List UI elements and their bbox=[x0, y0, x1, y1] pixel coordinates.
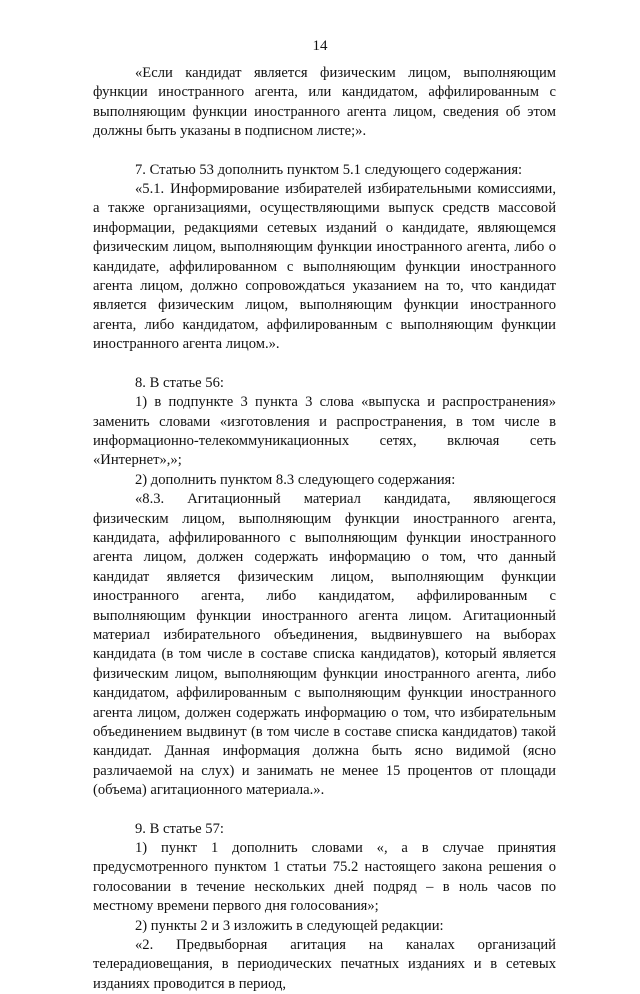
paragraph: «5.1. Информирование избирателей избирательными комиссиями, а также организациями, осуществляющими выпуск средств массовой информации, редакциями сетевых изданий о кандидате, являющемся физическим лицом, выполняющим функции иностранного агента, либо о кандидате, аффилированном с выполняющим функции иностранного агента лицом, должно сопровождаться указанием на то, что кандидат является физическим лицом, выполняющим функции иностранного агента, либо кандидатом, аффилированным с выполняющим функции иностранного агента лицом.». bbox=[93, 181, 556, 353]
paragraph: 1) пункт 1 дополнить словами «, а в случае принятия предусмотренного пунктом 1 статьи 75.2 настоящего закона решения о голосовании в течение нескольких дней подряд – в ноль часов по местному времени первого дня голосования»; bbox=[93, 840, 556, 915]
paragraph: «8.3. Агитационный материал кандидата, являющегося физическим лицом, выполняющим функции иностранного агента, кандидата, аффилированного с выполняющим функции иностранного агента лицом, должен содержать информацию о том, что данный кандидат является физическим лицом, выполняющим функции иностранного агента, либо кандидатом, аффилированным с выполняющим функции иностранного агента лицом. Агитационный материал избирательного объединения, выдвинувшего на выборах кандидата (в том числе в составе списка кандидатов), который является физическим лицом, выполняющим функции иностранного агента, либо кандидатом, аффилированным с выполняющим функции иностранного агента лицом, должен содержать информацию о том, что избирательным объединением выдвинут (в том числе в составе списка кандидатов) такой кандидат. Данная информация должна быть ясно видимой (ясно различаемой на слух) и занимать не менее 15 процентов от площади (объема) агитационного материала.». bbox=[93, 491, 556, 799]
paragraph: «Если кандидат является физическим лицом, выполняющим функции иностранного агента, или кандидатом, аффилированным с выполняющим функции иностранного агента лицом, сведения об этом должны быть указаны в подписном листе;». bbox=[93, 65, 556, 140]
paragraph-gap bbox=[93, 355, 556, 374]
paragraph-gap bbox=[93, 801, 556, 820]
paragraph: 7. Статью 53 дополнить пунктом 5.1 следующего содержания: bbox=[135, 161, 523, 178]
paragraph-gap bbox=[93, 142, 556, 161]
paragraph: 2) пункты 2 и 3 изложить в следующей редакции: bbox=[135, 917, 444, 934]
paragraph: «2. Предвыборная агитация на каналах организаций телерадиовещания, в периодических печатных изданиях и в сетевых изданиях проводится в период, bbox=[93, 937, 556, 992]
paragraph: 8. В статье 56: bbox=[135, 374, 224, 391]
document-body bbox=[93, 64, 556, 994]
page-number: 14 bbox=[312, 38, 328, 54]
paragraph: 9. В статье 57: bbox=[135, 820, 224, 837]
paragraph: 2) дополнить пунктом 8.3 следующего содержания: bbox=[135, 471, 456, 488]
paragraph: 1) в подпункте 3 пункта 3 слова «выпуска и распространения» заменить словами «изготовления и распространения, в том числе в информационно-телекоммуникационных сетях, включая сеть «Интернет»,»; bbox=[93, 394, 556, 469]
